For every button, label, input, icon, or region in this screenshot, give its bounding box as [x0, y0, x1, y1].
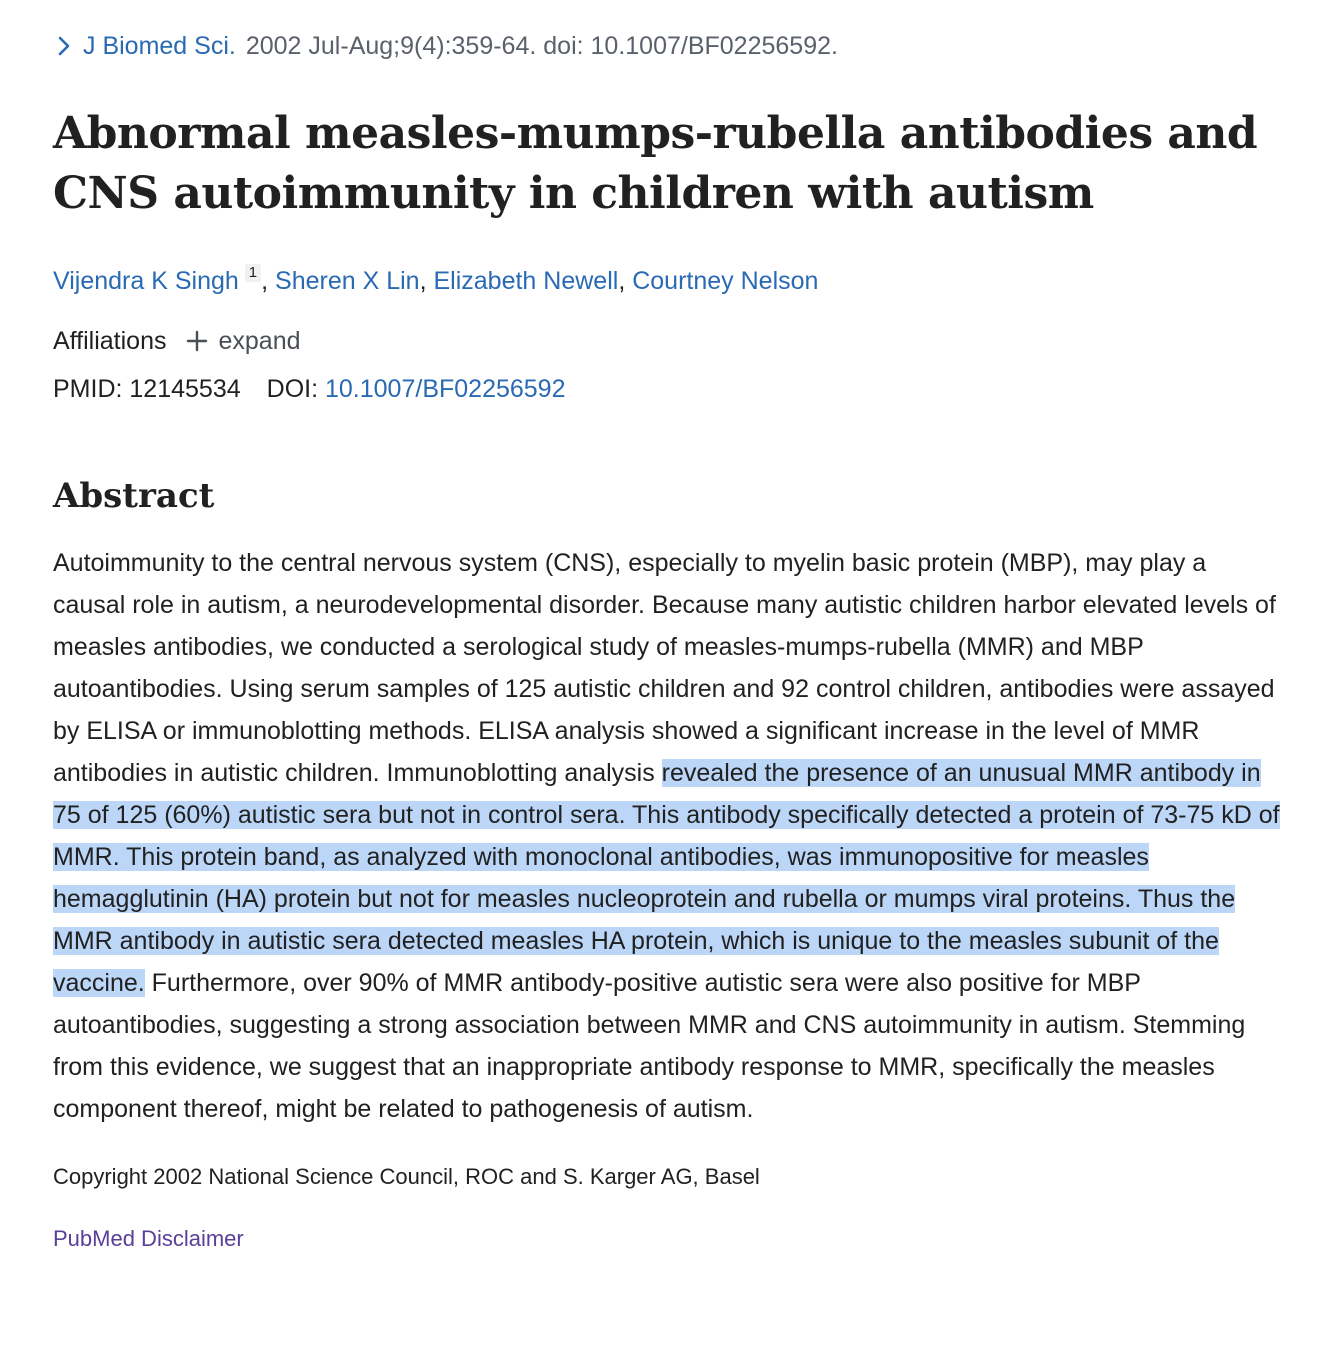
- affiliations-label: Affiliations: [53, 327, 167, 355]
- expand-affiliations-button[interactable]: [185, 324, 301, 358]
- abstract-text-before: Autoimmunity to the central nervous system (CNS), especially to myelin basic protein (MBP), may play a causal role in autism, a neurodevelopmental disorder. Because many autistic children harbor elevated levels of measles antibodies, we conducted a serological study of measles-mumps-rubella (MMR) and MBP autoantibodies. Using serum samples of 125 autistic children and 92 control children, antibodies were assayed by ELISA or immunoblotting methods. ELISA analysis showed a significant increase in the level of MMR antibodies in autistic children. Immunoblotting analysis: [53, 549, 1276, 787]
- chevron-right-icon[interactable]: [53, 35, 75, 57]
- journal-citation: [53, 28, 1283, 64]
- author-link[interactable]: Vijendra K Singh: [53, 267, 239, 295]
- pubmed-disclaimer-link[interactable]: PubMed Disclaimer: [53, 1226, 244, 1251]
- author-list: Vijendra K Singh $^1$ , Sheren X Lin, Elizabeth Newell, Courtney Nelson: [53, 264, 819, 295]
- abstract-heading: Abstract: [53, 476, 215, 516]
- author-link[interactable]: Elizabeth Newell: [433, 267, 619, 295]
- identifiers: [53, 372, 1283, 406]
- author-link[interactable]: Courtney Nelson: [632, 267, 819, 295]
- abstract-text: [53, 542, 1283, 1130]
- abstract-text-after: Furthermore, over 90% of MMR antibody-positive autistic sera were also positive for MBP autoantibodies, suggesting a strong association between MMR and CNS autoimmunity in autism. Stemming from this evidence, we suggest that an inappropriate antibody response to MMR, specifically the measles component thereof, might be related to pathogenesis of autism.: [53, 969, 1246, 1123]
- doi-label: DOI:: [266, 375, 319, 403]
- copyright-notice: Copyright 2002 National Science Council, ROC and S. Karger AG, Basel: [53, 1164, 760, 1189]
- citation-details: 2002 Jul-Aug;9(4):359-64. doi: 10.1007/BF02256592.: [245, 32, 838, 60]
- author-link[interactable]: Sheren X Lin: [275, 267, 420, 295]
- pmid-value: 12145534: [129, 375, 241, 403]
- journal-link[interactable]: J Biomed Sci.: [83, 32, 236, 60]
- affiliation-ref[interactable]: 1: [245, 264, 261, 282]
- expand-label: expand: [218, 327, 301, 355]
- article-page: [53, 28, 1283, 1256]
- pmid-label: PMID:: [53, 375, 123, 403]
- plus-icon: [185, 329, 209, 353]
- affiliations-row: [53, 324, 1283, 358]
- doi-link[interactable]: 10.1007/BF02256592: [325, 375, 566, 403]
- article-title: Abnormal measles-mumps-rubella antibodies and CNS autoimmunity in children with autism: [53, 108, 1258, 219]
- abstract-selected-text: revealed the presence of an unusual MMR antibody in 75 of 125 (60%) autistic sera but not in control sera. This antibody specifically detected a protein of 73-75 kD of MMR. This protein band, as analyzed with monoclonal antibodies, was immunopositive for measles hemagglutinin (HA) protein but not for measles nucleoprotein and rubella or mumps viral proteins. Thus the MMR antibody in autistic sera detected measles HA protein, which is unique to the measles subunit of the vaccine.: [53, 759, 1280, 997]
